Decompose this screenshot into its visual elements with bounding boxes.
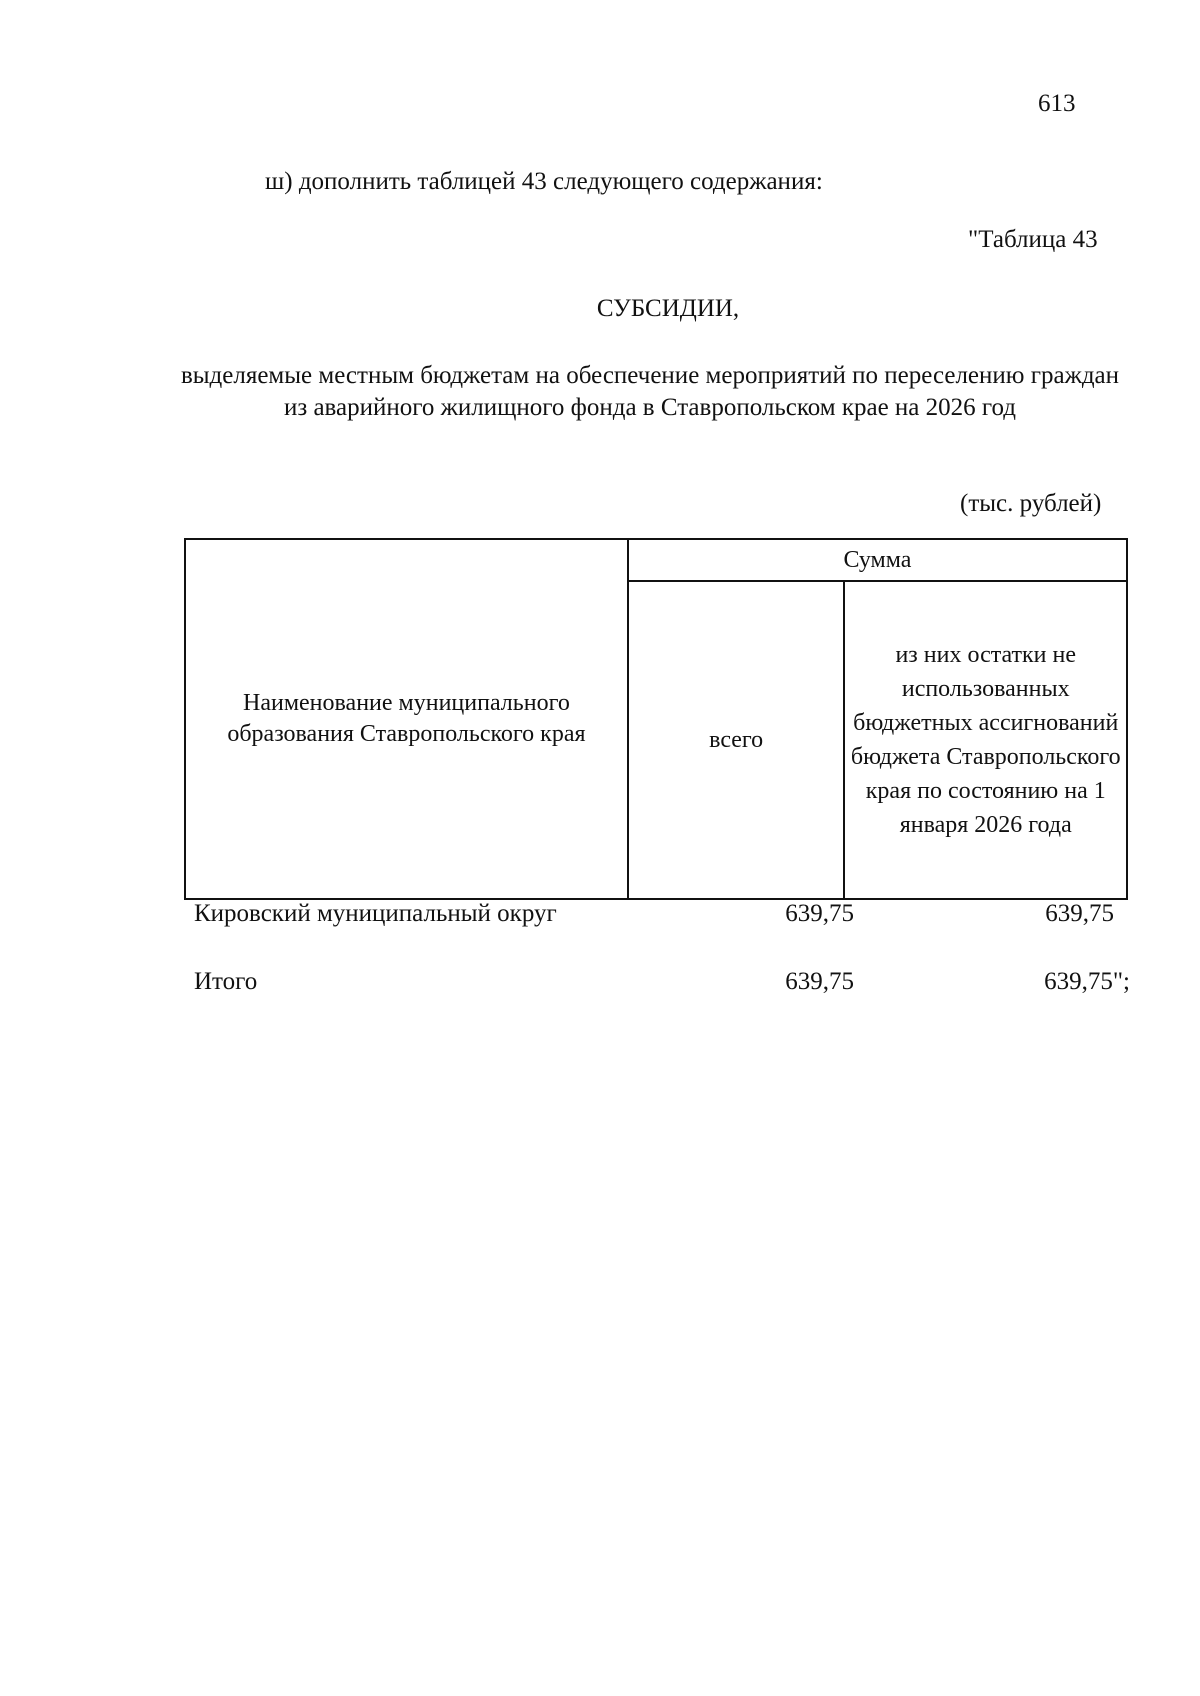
document-subtitle: выделяемые местным бюджетам на обеспечение мероприятий по переселению граждан из аварийного жилищного фонда в Ставропольском крае на 2026 год — [180, 362, 1120, 421]
table-number-label: "Таблица 43 — [968, 226, 1098, 253]
table-row — [194, 900, 1128, 934]
total-row-label: Итого — [194, 968, 258, 995]
total-row-remainder-value: 639,75"; — [1044, 968, 1130, 995]
subsidy-table — [184, 538, 1128, 900]
total-row-total-value: 639,75 — [785, 968, 854, 995]
intro-text: ш) дополнить таблицей 43 следующего содержания: — [265, 168, 823, 195]
table-total-row — [194, 968, 1128, 1002]
row-total-value: 639,75 — [785, 900, 854, 927]
units-label: (тыс. рублей) — [960, 490, 1102, 517]
header-total: всего — [628, 581, 845, 899]
row-municipality-name: Кировский муниципальный округ — [194, 900, 557, 927]
header-remainder: из них остатки не использованных бюджетных ассигнований бюджета Ставропольского края по состоянию на 1 января 2026 года — [844, 581, 1127, 899]
document-title: СУБСИДИИ, — [596, 295, 740, 322]
page-number: 613 — [1038, 90, 1076, 117]
header-sum: Сумма — [628, 539, 1127, 581]
row-remainder-value: 639,75 — [1045, 900, 1114, 927]
header-municipality-name: Наименование муниципального образования Ставропольского края — [185, 539, 628, 899]
